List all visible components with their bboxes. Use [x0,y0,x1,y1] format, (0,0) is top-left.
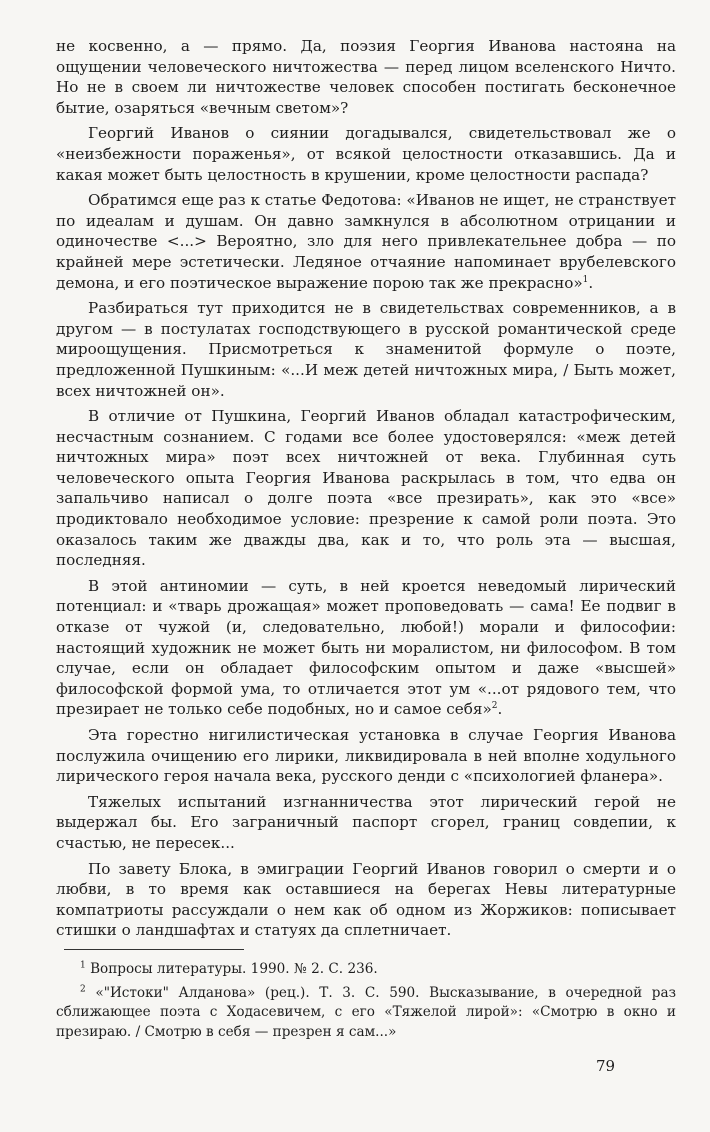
footnote [56,960,676,980]
paragraph: В этой антиномии — суть, в ней кроется неведомый лирический потенциал: и «тварь дрожащая» может проповедовать — сама! Ее подвиг в отказе от чужой (и, следовательно, любой!) морали и философии: настоящий художник не может быть ни моралистом, ни философом. В том случае, если он обладает философским опытом и даже «высшей» философской формой ума, то отличается этот ум «...от рядового тем, что презирает не только себе подобных, но и самое себя»$^2$. [56,576,676,719]
page-body [56,36,676,1046]
paragraph [56,725,676,787]
footnote-ref: 1 [582,274,589,285]
paragraph [56,406,676,571]
paragraph: Обратимся еще раз к статье Федотова: «Иванов не ищет, не странствует по идеалам и душам. Он давно замкнулся в абсолютном отрицании и одиночестве <...> Вероятно, зло для него привлекательнее добра — по крайней мере эстетически. Ледяное отчаяние напоминает врубелевского демона, и его поэтическое выражение порою так же прекрасно»$^1$. [56,191,676,292]
paragraph [56,123,676,185]
footnote-mark: 2 [80,984,86,994]
page-number: 79 [596,1057,616,1075]
paragraph [56,792,676,854]
footnote-ref: 2 [491,701,498,712]
footnote-mark: 1 [80,960,86,971]
paragraph-text: По завету Блока, в эмиграции Георгий Иванов говорил о смерти и о любви, в то время как оставшиеся на берегах Невы литературные компатриоты рассуждали о нем как об одном из Жоржиков: пописывает стишки о ландшафтах и статуях да сплетничает. [56,859,676,940]
paragraph-text: не косвенно, а — прямо. Да, поэзия Георгия Иванова настояна на ощущении человеческого ничтожества — перед лицом вселенского Ничто. Но не в своем ли ничтожестве человек способен постигать бесконечное бытие, озаряться «вечным светом»? [56,37,676,117]
footnote-text: Вопросы литературы. 1990. № 2. С. 236. [90,960,378,977]
paragraph-text: Георгий Иванов о сиянии догадывался, свидетельствовал же о «неизбежности пораженья», от всякой целостности отказавшись. Да и какая может быть целостность в крушении, кроме целостности распада? [56,124,676,184]
paragraph-text: Тяжелых испытаний изгнанничества этот лирический герой не выдержал бы. Его заграничный паспорт сгорел, границ совдепии, к счастью, не пересек... [56,792,676,852]
paragraph-text: Разбираться тут приходится не в свидетельствах современников, а в другом — в постулатах господствующего в русской романтической среде мироощущения. Присмотреться к знаменитой формуле о поэте, предложенной Пушкиным: «...И меж детей ничтожных мира, / Быть может, всех ничтожней он». [56,299,676,400]
paragraph [56,859,676,941]
paragraph [56,298,676,401]
paragraph [56,36,676,118]
footnote-divider [64,949,244,950]
footnote [56,984,676,1043]
paragraph-text: Обратимся еще раз к статье Федотова: «Иванов не ищет, не странствует по идеалам и душам. Он давно замкнулся в абсолютном отрицании и одиночестве <...> Вероятно, зло для него привлекательнее добра — по крайней мере эстетически. Ледяное отчаяние напоминает врубелевского демона, и его поэтическое выражение порою так же прекрасно» [56,191,676,292]
paragraph-text: В отличие от Пушкина, Георгий Иванов обладал катастрофическим, несчастным сознанием. С годами все более удостоверялся: «меж детей ничтожных мира» поэт всех ничтожней от века. Глубинная суть человеческого опыта Георгия Иванова раскрылась в том, что едва он запальчиво написал о долге поэта «все презирать», как это «все» продиктовало необходимое условие: презрение к самой роли поэта. Это оказалось таким же дважды два, как и то, что роль эта — высшая, последняя. [56,407,676,570]
footnote-text: «"Истоки" Алданова» (рец.). Т. 3. С. 590. Высказывание, в очередной раз сближающее поэта с Ходасевичем, с его «Тяжелой лирой»: «Смотрю в окно и презираю. / Смотрю в себя — презрен я сам...» [56,984,676,1040]
paragraph-text: В этой антиномии — суть, в ней кроется неведомый лирический потенциал: и «тварь дрожащая» может проповедовать — сама! Ее подвиг в отказе от чужой (и, следовательно, любой!) морали и философии: настоящий художник не может быть ни моралистом, ни философом. В том случае, если он обладает философским опытом и даже «высшей» философской формой ума, то отличается этот ум «...от рядового тем, что презирает не только себе подобных, но и самое себя» [56,576,676,719]
paragraph-text: Эта горестно нигилистическая установка в случае Георгия Иванова послужила очищению его лирики, ликвидировала в ней вполне ходульного лирического героя начала века, русского денди с «психологией фланера». [56,726,676,786]
